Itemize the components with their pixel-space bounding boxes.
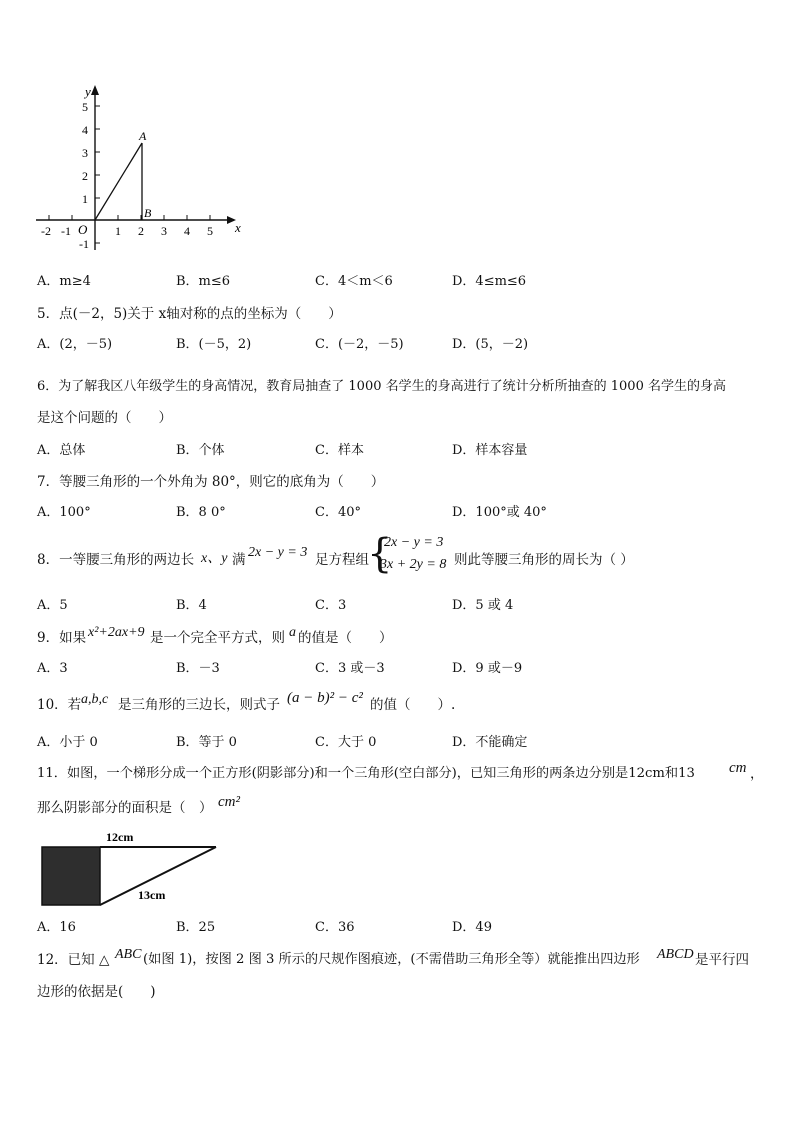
q10-text-1: 10．若 — [37, 697, 82, 713]
option-c: C．3 — [315, 598, 347, 613]
q10-text-3: 的值（ ）. — [370, 697, 456, 713]
question-6-line1: 6．为了解我区八年级学生的身高情况，教育局抽查了 1000 名学生的身高进行了统计分析所抽查的 1000 名学生的身高 — [37, 379, 726, 394]
x-tick-label: -2 — [41, 224, 51, 238]
option-b: B．(－5，2) — [176, 337, 252, 352]
option-a: A．总体 — [37, 443, 86, 458]
x-tick-label: 4 — [184, 224, 190, 238]
option-c: C．(－2，－5) — [315, 337, 404, 352]
option-d: D．100°或 40° — [452, 505, 547, 520]
question-5: 5．点(－2，5)关于 x轴对称的点的坐标为（ ） — [37, 306, 342, 322]
q9-text-1: 9．如果 — [37, 630, 87, 646]
q11-unit-2: cm² — [218, 794, 240, 810]
option-c: C．样本 — [315, 443, 364, 458]
q9-text-2: 是一个完全平方式，则 — [150, 630, 285, 646]
origin-label: O — [78, 222, 88, 237]
q9-expression: x²+2ax+9 — [88, 625, 145, 640]
y-tick-label: 2 — [82, 169, 88, 183]
q10-text-2: 是三角形的三边长，则式子 — [118, 697, 280, 713]
q8-system-eq1: 2x − y = 3 — [384, 535, 444, 550]
fig-label-top: 12cm — [106, 830, 134, 844]
fig-label-hyp: 13cm — [138, 888, 166, 902]
q10-vars: a,b,c — [81, 692, 109, 707]
option-c: C．4＜m＜6 — [315, 274, 393, 289]
option-c: C．36 — [315, 920, 355, 935]
coordinate-graph — [30, 80, 250, 255]
q8-text-3: 足方程组 — [315, 552, 369, 568]
q9-var: a — [289, 625, 296, 640]
question-7: 7．等腰三角形的一个外角为 80°，则它的底角为（ ） — [37, 474, 385, 490]
y-axis-arrow — [91, 85, 99, 95]
q8-text-1: 8．一等腰三角形的两边长 — [37, 552, 195, 568]
option-c: C．3 或－3 — [315, 661, 385, 676]
q8-vars: x、y — [201, 551, 228, 566]
trapezoid-figure — [38, 825, 223, 910]
option-a: A．16 — [37, 920, 76, 935]
q12-abc: ABC — [115, 947, 142, 962]
x-tick-label: 5 — [207, 224, 213, 238]
y-tick-label: 5 — [82, 100, 88, 114]
y-tick-label: 1 — [82, 192, 88, 206]
q11-line2: 那么阴影部分的面积是（ ） — [37, 800, 213, 816]
option-a: A．3 — [37, 661, 68, 676]
q8-equation: 2x − y = 3 — [248, 545, 308, 560]
point-a-label: A — [139, 129, 147, 143]
q8-system-eq2: 3x + 2y = 8 — [380, 557, 447, 572]
q12-line2: 边形的依据是( ) — [37, 984, 156, 1000]
option-d: D．样本容量 — [452, 443, 528, 458]
q12-text-3: 是平行四 — [695, 952, 749, 968]
y-tick-label: 4 — [82, 123, 88, 137]
system-brace: { — [367, 531, 393, 577]
option-a: A．(2，－5) — [37, 337, 113, 352]
point-b-label: B — [144, 206, 152, 220]
option-d: D．49 — [452, 920, 492, 935]
option-d: D．(5，－2) — [452, 337, 529, 352]
x-axis-label: x — [235, 220, 241, 235]
option-b: B．－3 — [176, 661, 220, 676]
option-c: C．大于 0 — [315, 735, 377, 750]
option-a: A．100° — [37, 505, 91, 520]
option-a: A．小于 0 — [37, 735, 98, 750]
option-b: B．4 — [176, 598, 207, 613]
option-d: D．4≤m≤6 — [452, 274, 527, 289]
option-b: B．25 — [176, 920, 216, 935]
y-tick-label: 3 — [82, 146, 88, 160]
option-c: C．40° — [315, 505, 361, 520]
x-tick-label: 3 — [161, 224, 167, 238]
question-6-line2: 是这个问题的（ ） — [37, 410, 172, 426]
option-a: A．5 — [37, 598, 68, 613]
q12-text-2: (如图 1)，按图 2 图 3 所示的尺规作图痕迹，(不需借助三角形全等）就能推出四边形 — [143, 952, 640, 967]
q12-abcd: ABCD — [657, 947, 694, 962]
x-tick-label: 2 — [138, 224, 144, 238]
y-axis-label: y — [85, 84, 91, 99]
q12-text-1: 12．已知 △ — [37, 952, 110, 968]
shaded-square — [42, 847, 100, 905]
y-tick-label: -1 — [79, 237, 89, 251]
option-b: B．8 0° — [176, 505, 226, 520]
q10-expression: (a − b)² − c² — [287, 690, 363, 706]
option-a: A．m≥4 — [37, 274, 91, 289]
q8-text-4: 则此等腰三角形的周长为（ ） — [454, 552, 634, 568]
option-b: B．m≤6 — [176, 274, 231, 289]
option-b: B．等于 0 — [176, 735, 237, 750]
q11-line1-end: ， — [750, 766, 764, 782]
option-d: D．9 或－9 — [452, 661, 523, 676]
q8-text-2: 满 — [232, 552, 246, 568]
option-d: D．5 或 4 — [452, 598, 514, 613]
x-tick-label: 1 — [115, 224, 121, 238]
segment-oa — [95, 143, 142, 220]
q11-unit-1: cm — [729, 760, 747, 776]
option-d: D．不能确定 — [452, 735, 528, 750]
option-b: B．个体 — [176, 443, 225, 458]
q9-text-3: 的值是（ ） — [298, 630, 393, 646]
q11-line1: 11．如图，一个梯形分成一个正方形(阴影部分)和一个三角形(空白部分)，已知三角形的两条边分别是12cm和13 — [37, 766, 695, 781]
x-tick-label: -1 — [61, 224, 71, 238]
